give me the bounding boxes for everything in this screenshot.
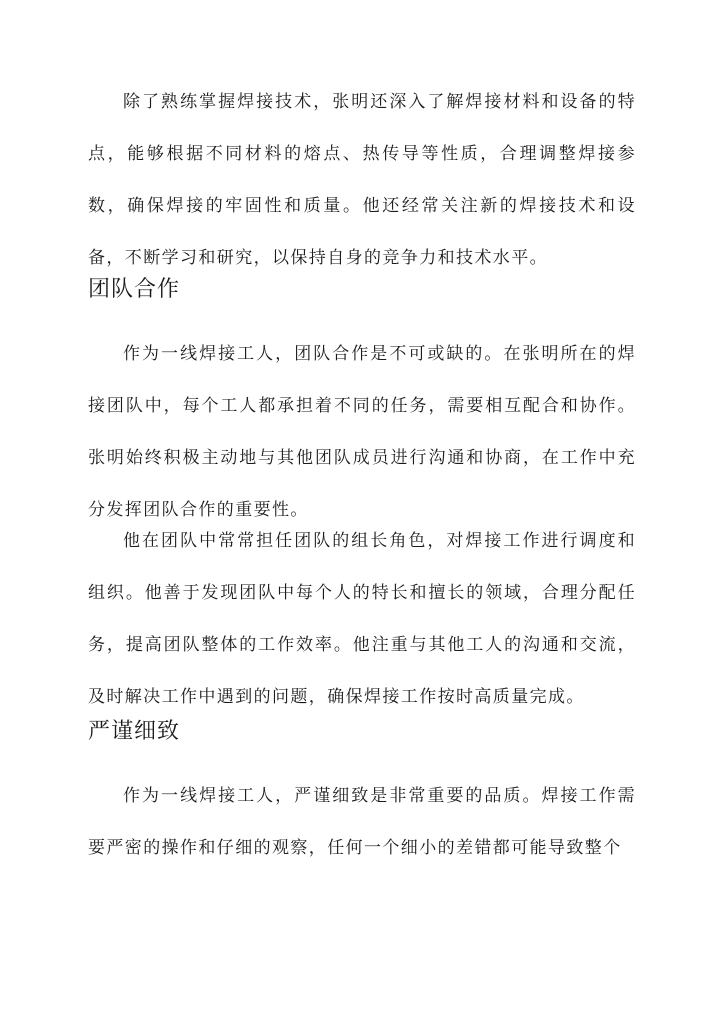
rigor-paragraph-1: 作为一线焊接工人，严谨细致是非常重要的品质。焊接工作需要严密的操作和仔细的观察，任何一个细小的差错都可能导致整个: [88, 786, 636, 858]
teamwork-paragraph-2: 他在团队中常常担任团队的组长角色，对焊接工作进行调度和组织。他善于发现团队中每个人的特长和擅长的领域，合理分配任务，提高团队整体的工作效率。他注重与其他工人的沟通和交流，及时解决工作中遇到的问题，确保焊接工作按时高质量完成。: [88, 531, 636, 707]
teamwork-paragraph-1: 作为一线焊接工人，团队合作是不可或缺的。在张明所在的焊接团队中，每个工人都承担着不同的任务，需要相互配合和协作。张明始终积极主动地与其他团队成员进行沟通和协商，在工作中充分发挥团队合作的重要性。: [88, 344, 636, 520]
intro-paragraph: 除了熟练掌握焊接技术，张明还深入了解焊接材料和设备的特点，能够根据不同材料的熔点、热传导等性质，合理调整焊接参数，确保焊接的牢固性和质量。他还经常关注新的焊接技术和设备，不断学习和研究，以保持自身的竞争力和技术水平。: [88, 92, 636, 268]
section-heading-teamwork: 团队合作: [88, 277, 181, 302]
section-heading-rigor: 严谨细致: [88, 719, 181, 744]
